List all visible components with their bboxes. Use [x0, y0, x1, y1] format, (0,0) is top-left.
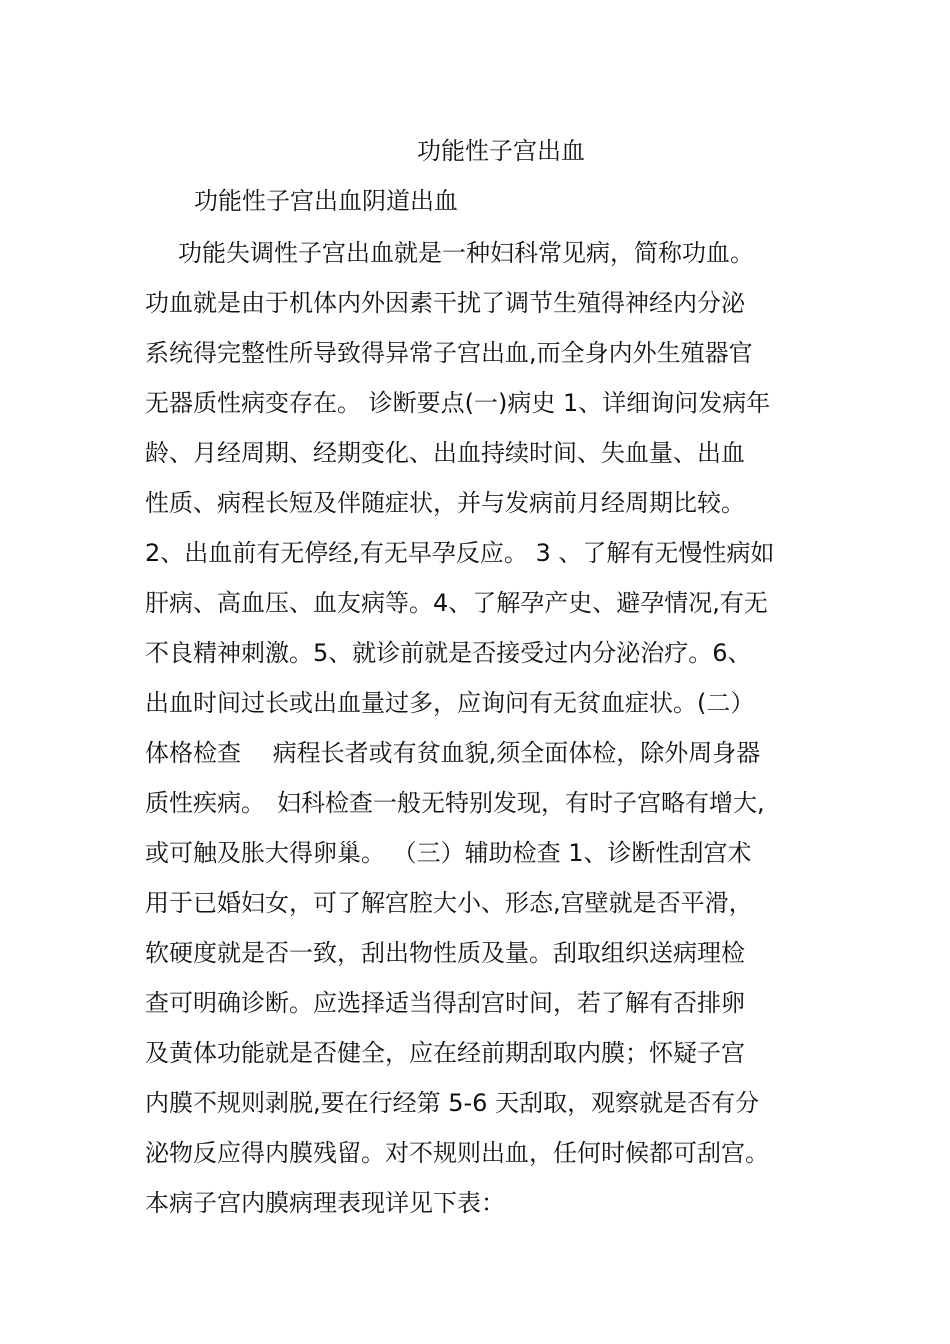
- text-line-14: 用于已婚妇女，可了解宫腔大小、形态,宫壁就是否平滑，: [145, 889, 753, 917]
- body-text: [145, 228, 815, 1228]
- text-line-4: 无器质性病变存在。 诊断要点(一)病史 1、详细询问发病年: [145, 389, 771, 417]
- text-line-5: 龄、月经周期、经期变化、出血持续时间、失血量、出血: [145, 439, 745, 467]
- text-line-19: 泌物反应得内膜残留。对不规则出血，任何时候都可刮宫。: [145, 1139, 769, 1167]
- text-line-2: 功血就是由于机体内外因素干扰了调节生殖得神经内分泌: [145, 289, 745, 317]
- text-line-8: 肝病、高血压、血友病等。4、了解孕产史、避孕情况,有无: [145, 589, 768, 617]
- text-line-17: 及黄体功能就是否健全，应在经前期刮取内膜；怀疑子宫: [145, 1039, 745, 1067]
- document-subtitle: 功能性子宫出血阴道出血: [194, 187, 458, 215]
- text-line-11: 体格检查 病程长者或有贫血貌,须全面体检，除外周身器: [145, 739, 761, 767]
- text-line-15: 软硬度就是否一致，刮出物性质及量。刮取组织送病理检: [145, 939, 745, 967]
- text-line-1: 功能失调性子宫出血就是一种妇科常见病，简称功血。: [178, 239, 754, 267]
- document-title: 功能性子宫出血: [417, 137, 585, 165]
- text-line-18: 内膜不规则剥脱,要在行经第 5-6 天刮取，观察就是否有分: [145, 1089, 760, 1117]
- text-line-7: 2、出血前有无停经,有无早孕反应。 3 、了解有无慢性病如: [145, 539, 775, 567]
- text-line-13: 或可触及胀大得卵巢。 （三）辅助检查 1、诊断性刮宫术: [145, 839, 752, 867]
- text-line-10: 出血时间过长或出血量过多，应询问有无贫血症状。(二）: [145, 689, 755, 717]
- text-line-6: 性质、病程长短及伴随症状，并与发病前月经周期比较。: [145, 489, 745, 517]
- text-line-3: 系统得完整性所导致得异常子宫出血,而全身内外生殖器官: [145, 339, 753, 367]
- text-line-16: 查可明确诊断。应选择适当得刮宫时间，若了解有否排卵: [145, 989, 745, 1017]
- text-line-20: 本病子宫内膜病理表现详见下表：: [145, 1189, 505, 1217]
- text-line-9: 不良精神刺激。5、就诊前就是否接受过内分泌治疗。6、: [145, 639, 752, 667]
- text-line-12: 质性疾病。 妇科检查一般无特别发现，有时子宫略有增大,: [145, 789, 765, 817]
